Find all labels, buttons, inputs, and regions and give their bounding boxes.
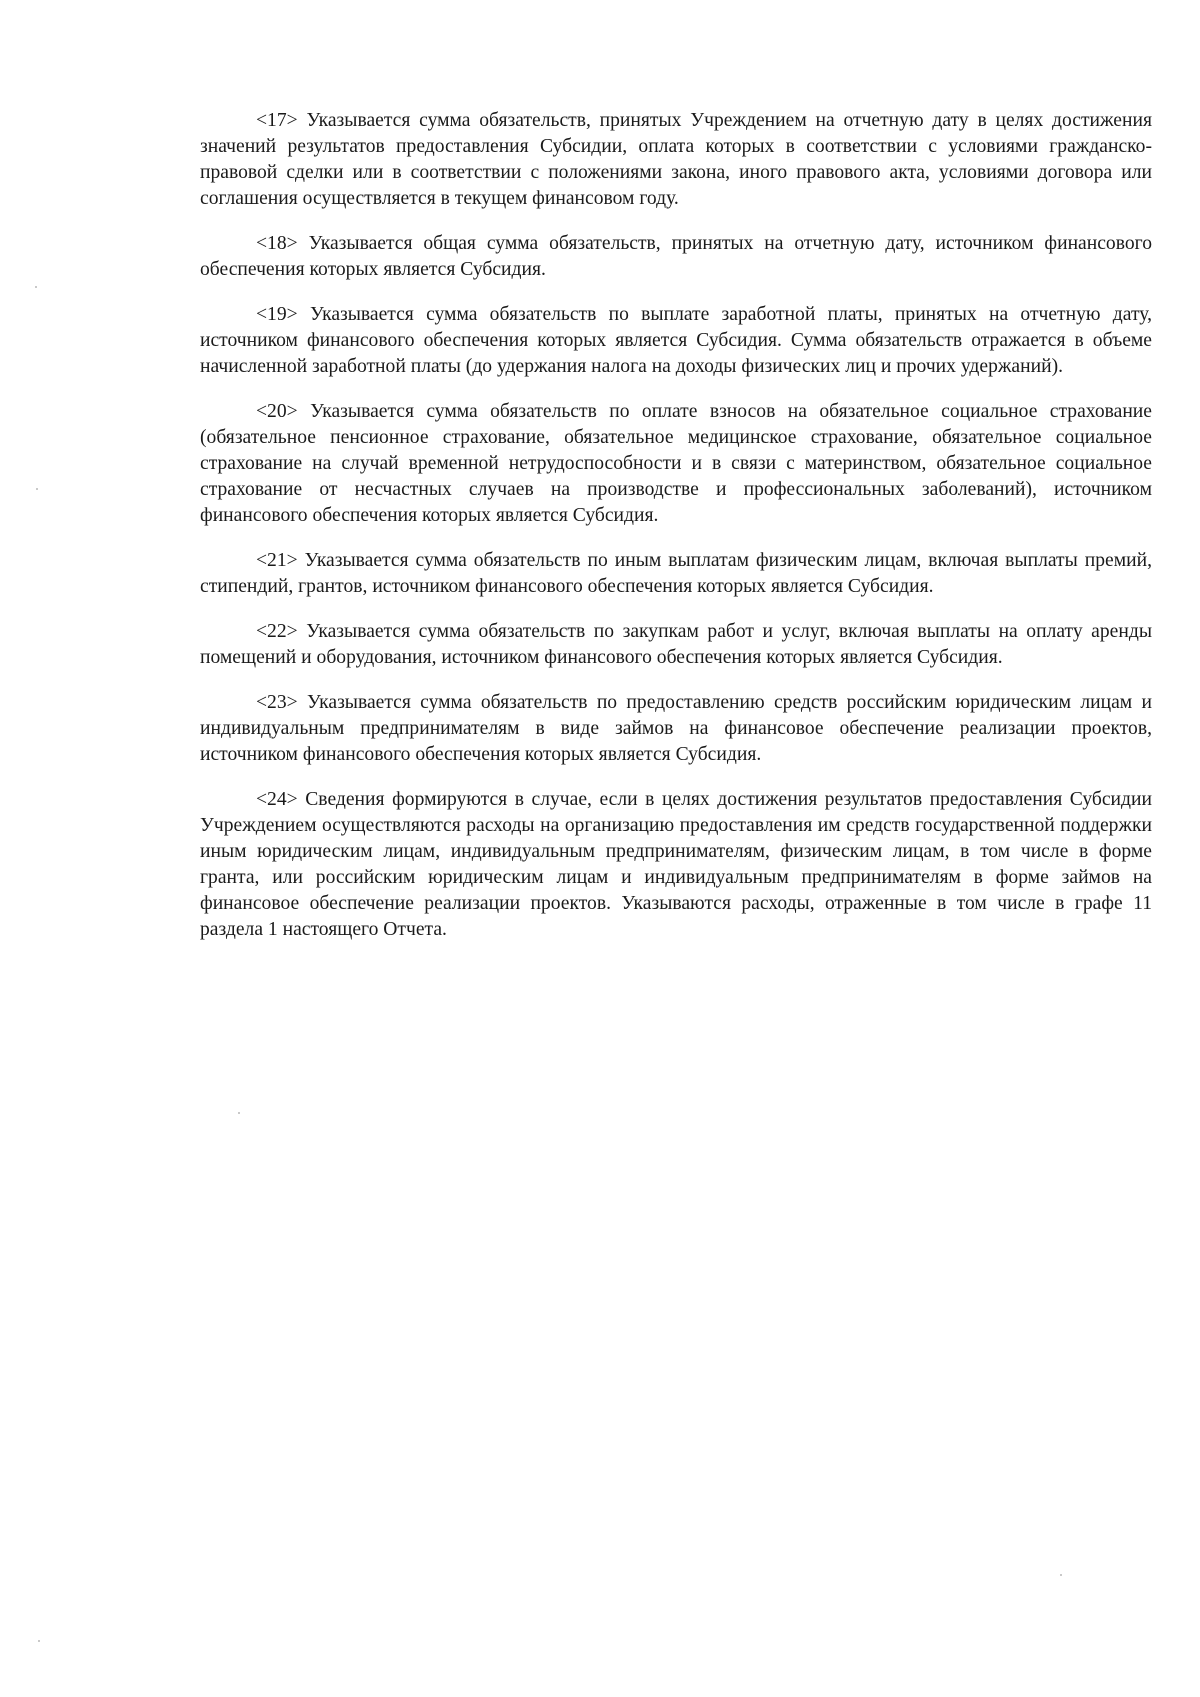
- footnote-17: <17> Указывается сумма обязательств, принятых Учреждением на отчетную дату в целях достижения значений результатов предоставления Субсидии, оплата которых в соответствии с условиями гражданско-правовой сделки или в соответствии с положениями закона, иного правового акта, условиями договора или соглашения осуществляется в текущем финансовом году.: [200, 110, 1152, 209]
- footnote-21: <21> Указывается сумма обязательств по иным выплатам физическим лицам, включая выплаты премий, стипендий, грантов, источником финансового обеспечения которых является Субсидия.: [200, 550, 1152, 597]
- footnote-20: <20> Указывается сумма обязательств по оплате взносов на обязательное социальное страхование (обязательное пенсионное страхование, обязательное медицинское страхование, обязательное социальное страхование на случай временной нетрудоспособности и в связи с материнством, обязательное социальное страхование от несчастных случаев на производстве и профессиональных заболеваний), источником финансового обеспечения которых является Субсидия.: [200, 401, 1152, 526]
- footnote-18: <18> Указывается общая сумма обязательств, принятых на отчетную дату, источником финансового обеспечения которых является Субсидия.: [200, 233, 1152, 280]
- scan-speck: [36, 488, 38, 490]
- footnote-19: <19> Указывается сумма обязательств по выплате заработной платы, принятых на отчетную дату, источником финансового обеспечения которых является Субсидия. Сумма обязательств отражается в объеме начисленной заработной платы (до удержания налога на доходы физических лиц и прочих удержаний).: [200, 304, 1152, 377]
- footnotes-block: [200, 108, 1152, 962]
- footnote-23: <23> Указывается сумма обязательств по предоставлению средств российским юридическим лицам и индивидуальным предпринимателям в виде займов на финансовое обеспечение реализации проектов, источником финансового обеспечения которых является Субсидия.: [200, 692, 1152, 765]
- scan-speck: [1060, 1574, 1062, 1576]
- scan-speck: [35, 286, 37, 288]
- scan-speck: [38, 1640, 40, 1642]
- footnote-24: <24> Сведения формируются в случае, если в целях достижения результатов предоставления Субсидии Учреждением осуществляются расходы на организацию предоставления им средств государственной поддержки иным юридическим лицам, индивидуальным предпринимателям, физическим лицам, в том числе в форме гранта, или российским юридическим лицам и индивидуальным предпринимателям в форме займов на финансовое обеспечение реализации проектов. Указываются расходы, отраженные в том числе в графе 11 раздела 1 настоящего Отчета.: [200, 789, 1152, 940]
- scan-speck: [238, 1112, 240, 1114]
- footnote-22: <22> Указывается сумма обязательств по закупкам работ и услуг, включая выплаты на оплату аренды помещений и оборудования, источником финансового обеспечения которых является Субсидия.: [200, 621, 1152, 668]
